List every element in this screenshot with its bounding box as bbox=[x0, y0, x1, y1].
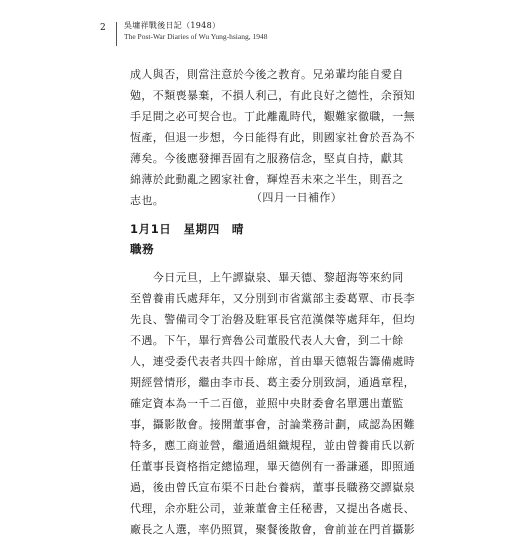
page-number: 2 bbox=[100, 23, 106, 33]
text-line: 過，後由曾氏宣布渠不日赴台養病，董事長職務交譚嶽泉 bbox=[130, 481, 415, 494]
text-line: 確定資本為一千二百億，並照中央財委會名單選出董監 bbox=[130, 397, 404, 410]
text-line: 任董事長資格指定總協理，畢天德例有一番謙遜，即照通 bbox=[130, 460, 415, 473]
supplement-note: （四月一日補作） bbox=[251, 191, 343, 204]
text-line: 手足間之必可契合也。丁此離亂時代，艱難家徹職，一無 bbox=[130, 110, 415, 123]
text-line: 志也。 bbox=[130, 194, 165, 207]
diary-entry-date: 1月1日 星期四 晴 bbox=[130, 222, 245, 236]
running-header bbox=[100, 20, 267, 46]
book-title-english: The Post-War Diaries of Wu Yung-hsiang, 1948 bbox=[124, 32, 268, 41]
text-line: 期經營情形，繼由李市長、葛主委分別致詞，通過章程， bbox=[130, 376, 415, 389]
text-line: 薄矣。今後應發揮吾固有之服務信念，堅貞自持，獻其 bbox=[130, 152, 404, 165]
book-title-chinese: 吳墉祥戰後日記（1948） bbox=[124, 21, 221, 30]
text-line: 不遇。下午，畢行齊魯公司董股代表人大會，到二十餘 bbox=[130, 334, 404, 347]
header-divider bbox=[116, 22, 117, 46]
text-line: 先良、警備司令丁治磐及駐軍長官范漢傑等處拜年，但均 bbox=[130, 313, 415, 326]
text-line: 至曾養甫氏處拜年，又分別到市省黨部主委葛覃、市長李 bbox=[130, 292, 415, 305]
text-line: 恆產，但退一步想，今日能得有此，則國家社會於吾為不 bbox=[130, 131, 415, 144]
text-line: 事，攝影散會。接開董事會，討論業務計劃，咸認為困難 bbox=[130, 418, 415, 431]
text-line: 代理，余亦駐公司，並兼董會主任秘書，又提出各處長、 bbox=[130, 502, 415, 515]
paragraph-new-year-entry bbox=[130, 267, 415, 540]
text-line: 廠長之人選，率仍照買，聚餐後散會，會前並在門首攝影 bbox=[130, 523, 415, 536]
text-line: 成人與否，則當注意於今後之教育。兄弟輩均能自愛自 bbox=[130, 68, 404, 81]
text-line: 特多，應工商並營，繼通過組織規程，並由曾養甫氏以新 bbox=[130, 439, 415, 452]
text-line: 今日元旦，上午譚嶽泉、畢天德、黎超海等來約同 bbox=[130, 271, 404, 284]
header-titles bbox=[124, 20, 267, 42]
text-line: 勉，不類喪暴棄，不損人利己，有此良好之德性，余預知 bbox=[130, 89, 415, 102]
text-line: 人，連受委代表者共四十餘席，首由畢天德報告籌備處時 bbox=[130, 355, 415, 368]
section-heading-duties: 職務 bbox=[130, 242, 155, 256]
text-line: 綿薄於此動亂之國家社會，輝煌吾未來之半生，則吾之 bbox=[130, 173, 404, 186]
